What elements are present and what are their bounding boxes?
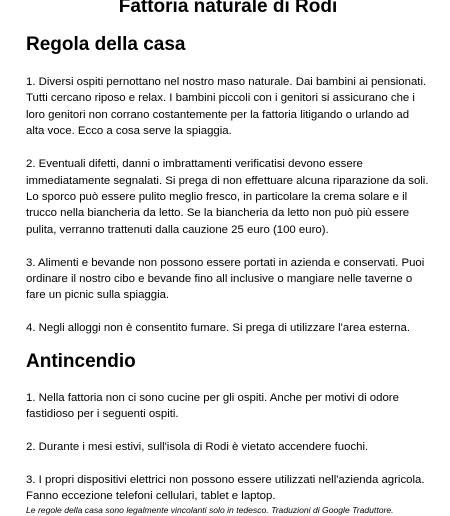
- house-rule-3: 3. Alimenti e bevande non possono essere portati in azienda e conservati. Puoi ordinare il nostro cibo e bevande fino all inclusive o mangiare nelle taverne o fare un picnic sulla spiaggia.: [26, 256, 425, 302]
- house-rules-heading: Regola della casa: [26, 34, 186, 55]
- house-rules-list: [26, 74, 430, 337]
- house-rule-4: 4. Negli alloggi non è consentito fumare. Si prega di utilizzare l'area esterna.: [26, 322, 410, 335]
- document-title: Fattoria naturale di Rodi: [118, 0, 338, 17]
- fire-rule-3: 3. I propri dispositivi elettrici non possono essere utilizzati nell'azienda agricola. Fanno eccezione telefoni cellulari, tablet e laptop.: [26, 474, 425, 503]
- translation-disclaimer: Le regole della casa sono legalmente vincolanti solo in tedesco. Traduzioni di Google Traduttore.: [26, 504, 394, 515]
- fire-rule-2: 2. Durante i mesi estivi, sull'isola di Rodi è vietato accendere fuochi.: [26, 441, 369, 454]
- fire-safety-list: [26, 390, 430, 505]
- fire-safety-section: [26, 351, 430, 505]
- house-rule-2: 2. Eventuali difetti, danni o imbrattamenti verificatisi devono essere immediatamente segnalati. Si prega di non effettuare alcuna riparazione da soli. Lo sporco può essere pulito meglio fresco, in particolare la crema solare e il trucco nella biancheria da letto. Se la biancheria da letto non può più essere pulita, verranno trattenuti dalla cauzione 25 euro (100 euro).: [26, 158, 429, 236]
- fire-rule-1: 1. Nella fattoria non ci sono cucine per gli ospiti. Anche per motivi di odore fastidioso per i seguenti ospiti.: [26, 391, 399, 421]
- fire-safety-heading: Antincendio: [26, 350, 136, 372]
- house-rule-1: 1. Diversi ospiti pernottano nel nostro maso naturale. Dai bambini ai pensionati. Tutti cercano riposo e relax. I bambini piccoli con i genitori si assicurano che i loro genitori non corrano costantemente per la fattoria litigando o urlando ad alta voce. Ecco a cosa serve la spiaggia.: [26, 76, 427, 138]
- house-rules-section: [26, 34, 430, 337]
